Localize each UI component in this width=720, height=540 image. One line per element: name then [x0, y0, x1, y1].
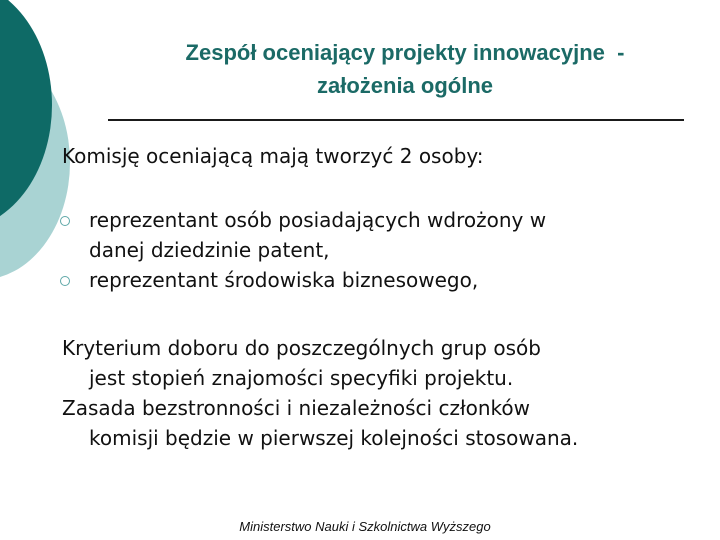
circle-bullet-icon — [60, 216, 70, 226]
bullet-list — [62, 205, 546, 295]
impartiality-paragraph — [62, 393, 578, 453]
bullet-item-line: danej dziedzinie patent, — [89, 238, 330, 262]
paragraph-line: Kryterium doboru do poszczególnych grup osób — [62, 336, 541, 360]
circle-bullet-icon — [60, 276, 70, 286]
paragraph-line: komisji będzie w pierwszej kolejności stosowana. — [89, 426, 579, 450]
bullet-item-line: reprezentant osób posiadających wdrożony w — [89, 208, 547, 232]
bullet-item-patent — [62, 205, 546, 265]
paragraph-line: jest stopień znajomości specyfiki projektu. — [89, 366, 514, 390]
intro-text: Komisję oceniającą mają tworzyć 2 osoby: — [62, 144, 484, 168]
slide-title-line-1: Zespół oceniający projekty innowacyjne - — [185, 40, 625, 65]
bullet-item-line: reprezentant środowiska biznesowego, — [89, 268, 479, 292]
slide-title — [95, 36, 715, 102]
bullet-item-business — [62, 265, 546, 295]
footer-text: Ministerstwo Nauki i Szkolnictwa Wyższego — [239, 519, 491, 534]
title-divider — [108, 119, 684, 121]
paragraph-line: Zasada bezstronności i niezależności członków — [62, 396, 530, 420]
slide-title-line-2: założenia ogólne — [316, 73, 494, 98]
criteria-paragraph — [62, 333, 541, 393]
